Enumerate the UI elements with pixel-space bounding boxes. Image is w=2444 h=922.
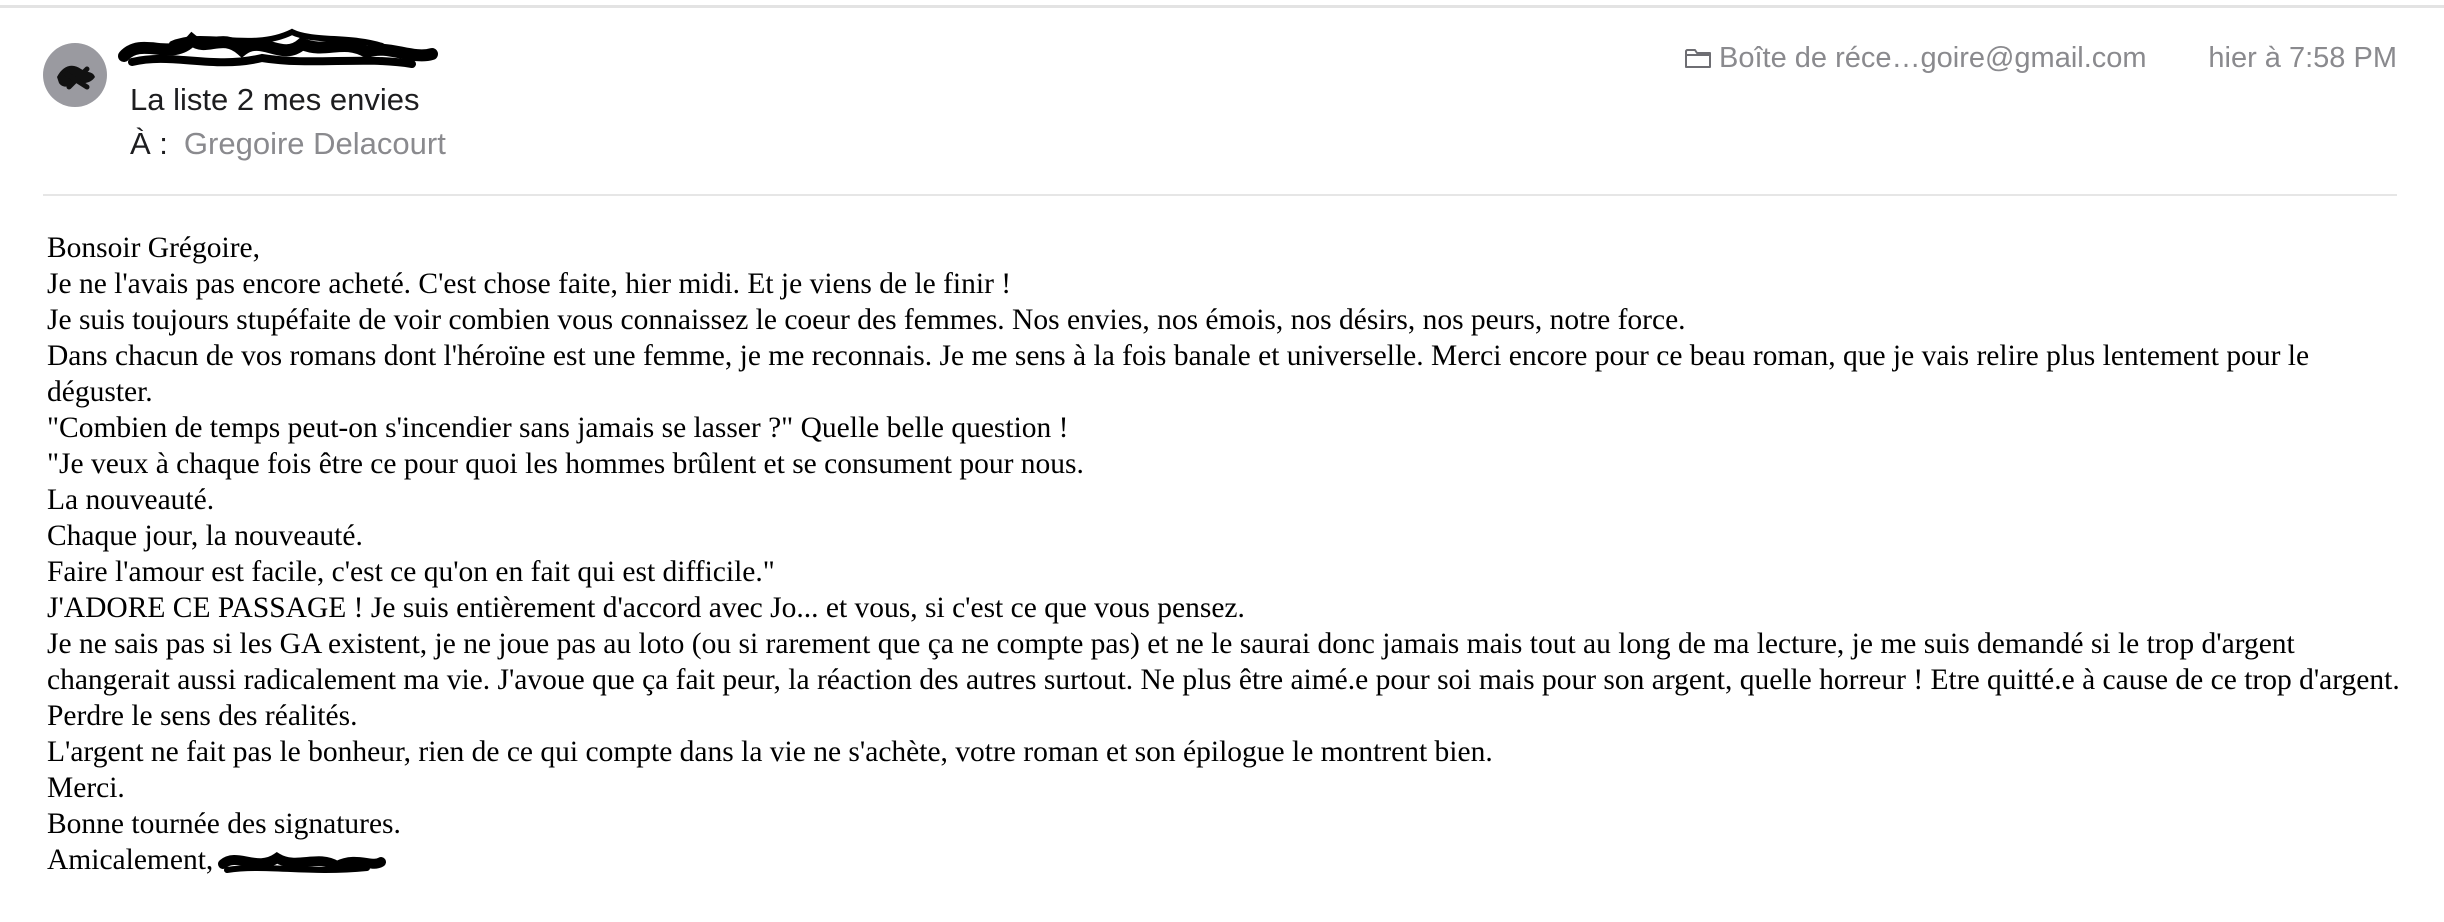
received-date: hier à 7:58 PM — [2208, 42, 2397, 74]
signature-redacted — [217, 844, 387, 880]
body-line: L'argent ne fait pas le bonheur, rien de ce qui compte dans la vie ne s'achète, votre roman et son épilogue le montrent bien. — [47, 736, 1493, 768]
sender-name-redacted — [112, 22, 442, 78]
email-subject: La liste 2 mes envies — [130, 82, 420, 117]
body-line: Je suis toujours stupéfaite de voir combien vous connaissez le coeur des femmes. Nos envies, nos émois, nos désirs, nos peurs, notre force. — [47, 304, 1686, 336]
body-line: Bonne tournée des signatures. — [47, 808, 401, 840]
body-line: Merci. — [47, 772, 125, 804]
mailbox-location[interactable] — [1683, 38, 2147, 78]
avatar[interactable] — [43, 43, 107, 107]
to-label: À : — [130, 126, 168, 161]
closing-text: Amicalement, — [47, 844, 214, 876]
body-line: La nouveauté. — [47, 484, 215, 516]
message-body — [47, 230, 2402, 880]
body-line: Bonsoir Grégoire, — [47, 232, 261, 264]
body-line: Chaque jour, la nouveauté. — [47, 520, 363, 552]
body-line: "Je veux à chaque fois être ce pour quoi les hommes brûlent et se consument pour nous. — [47, 448, 1084, 480]
body-line: J'ADORE CE PASSAGE ! Je suis entièrement d'accord avec Jo... et vous, si c'est ce que vous pensez. — [47, 592, 1245, 624]
body-paragraph: Dans chacun de vos romans dont l'héroïne est une femme, je me reconnais. Je me sens à la fois banale et universelle. Merci encore pour ce beau roman, que je vais relire plus lentement pour le déguster. — [47, 340, 2310, 408]
body-line: "Combien de temps peut-on s'incendier sans jamais se lasser ?" Quelle belle question ! — [47, 412, 1069, 444]
body-line: Faire l'amour est facile, c'est ce qu'on en fait qui est difficile." — [47, 556, 775, 588]
folder-icon — [1683, 43, 1713, 73]
mailbox-name: Boîte de réce…goire@gmail.com — [1719, 42, 2147, 74]
body-paragraph: Je ne sais pas si les GA existent, je ne joue pas au loto (ou si rarement que ça ne compte pas) et ne le saurai donc jamais mais tout au long de ma lecture, je me suis demandé si le trop d'argent changerait aussi radicalement ma vie. J'avoue que ça fait peur, la réaction des autres surtout. Ne plus être aimé.e pour soi mais pour son argent, quelle horreur ! Etre quitté.e à cause de ce trop d'argent. Perdre le sens des réalités. — [47, 628, 2400, 732]
body-line: Je ne l'avais pas encore acheté. C'est chose faite, hier midi. Et je viens de le finir ! — [47, 268, 1012, 300]
recipient-name[interactable]: Gregoire Delacourt — [183, 126, 446, 161]
header-divider — [43, 194, 2397, 196]
closing-line — [47, 842, 2402, 880]
recipient-row — [130, 124, 446, 164]
message-header — [0, 0, 2444, 200]
